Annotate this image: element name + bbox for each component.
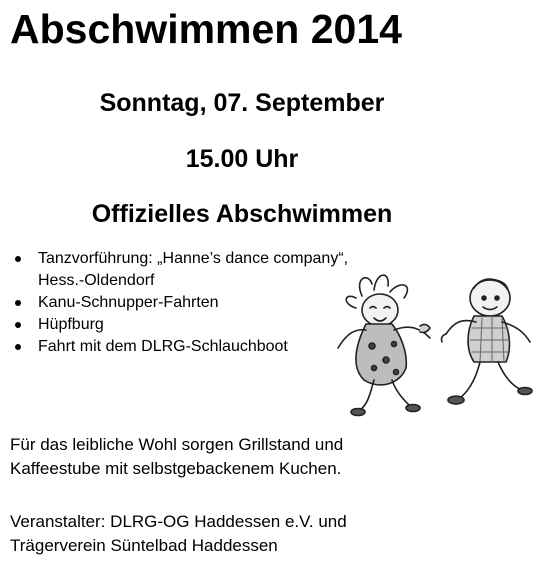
program-list (14, 248, 348, 358)
list-item-text: Fahrt mit dem DLRG-Schlauchboot (38, 338, 288, 355)
list-item-text: Tanzvorführung: „Hanne’s dance company“, (38, 250, 349, 267)
dancing-children-illustration (334, 268, 534, 418)
catering-line-2: Kaffeestube mit selbstgebackenem Kuchen. (10, 459, 342, 478)
list-item-text-continued: Hess.-Oldendorf (38, 272, 155, 289)
list-item (14, 292, 348, 314)
boy-figure (442, 279, 533, 404)
list-item (14, 314, 348, 336)
organizer-paragraph (10, 510, 347, 558)
event-date: Sonntag, 07. September (99, 89, 385, 117)
organizer-line-1: Veranstalter: DLRG-OG Haddessen e.V. und (10, 512, 347, 531)
bullet-icon (15, 300, 21, 306)
bullet-icon (15, 256, 21, 262)
list-item (14, 248, 348, 292)
girl-figure (338, 275, 430, 415)
catering-line-1: Für das leibliche Wohl sorgen Grillstand und (10, 435, 344, 454)
organizer-line-2: Trägerverein Süntelbad Haddessen (10, 536, 278, 555)
list-item-text: Hüpfburg (38, 316, 104, 333)
list-item (14, 336, 348, 358)
event-heading: Offizielles Abschwimmen (91, 200, 393, 228)
bullet-icon (15, 322, 21, 328)
list-item-text: Kanu-Schnupper-Fahrten (38, 294, 219, 311)
bullet-icon (15, 344, 21, 350)
catering-paragraph (10, 433, 343, 481)
page-title: Abschwimmen 2014 (10, 6, 402, 52)
event-time: 15.00 Uhr (185, 145, 299, 173)
